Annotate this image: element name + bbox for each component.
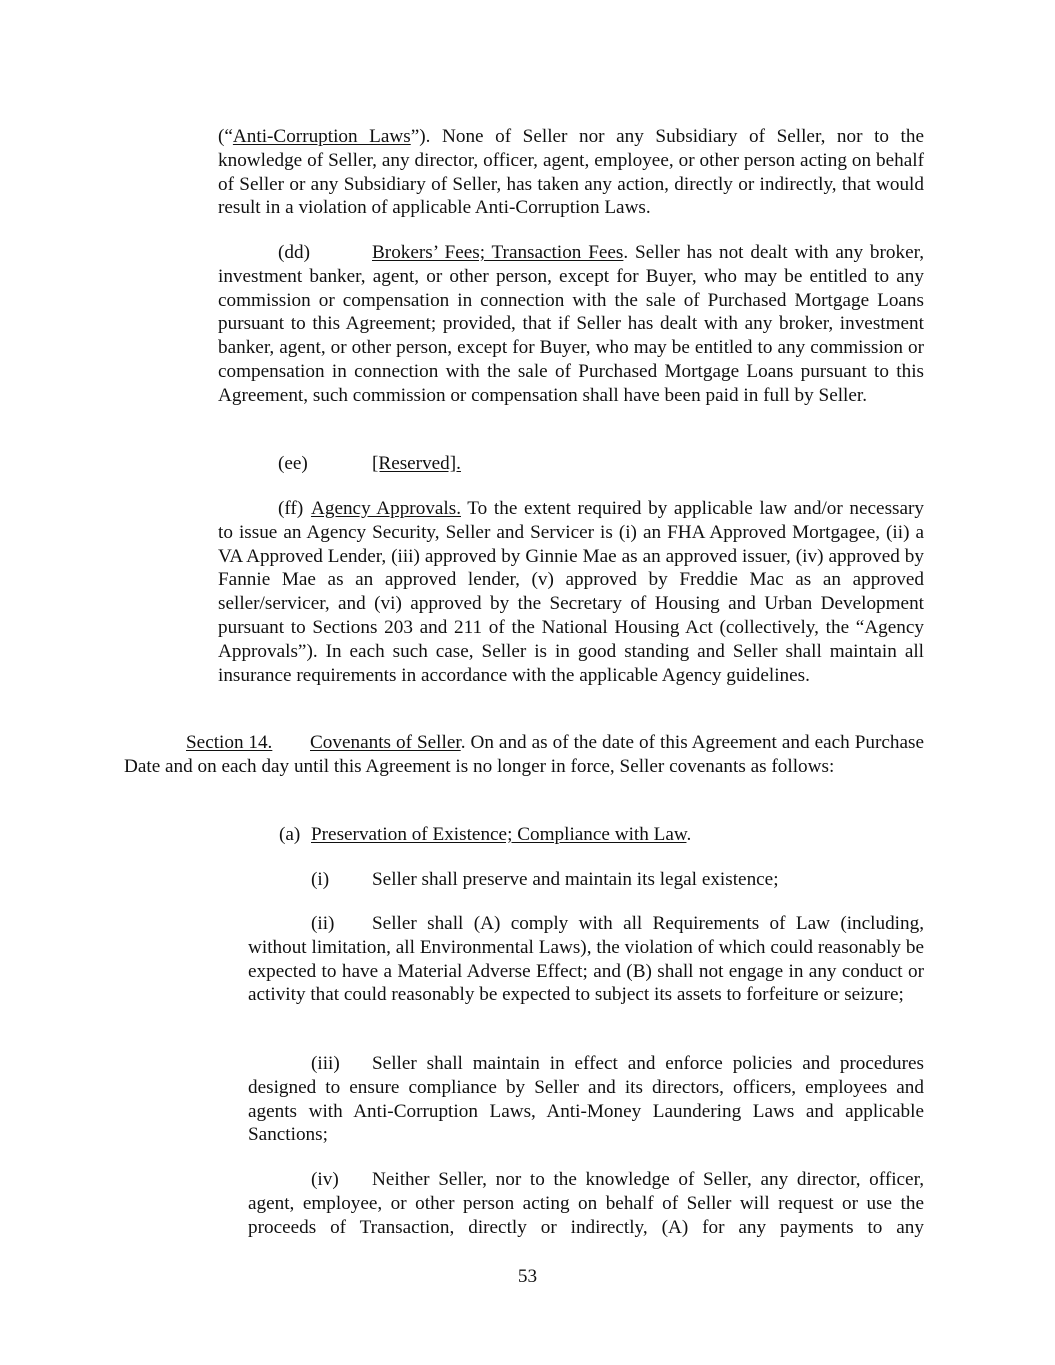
- item-label-i: (i): [311, 869, 330, 890]
- item-label-iv: (iv): [311, 1169, 339, 1190]
- item-label-dd: (dd): [278, 242, 310, 263]
- item-label-iii: (iii): [311, 1053, 340, 1074]
- item-label-ff: (ff): [278, 498, 304, 519]
- paragraph-iv-use-of-proceeds: (iv) Neither Seller, nor to the knowledge of Seller, any director, officer, agent, employee, or other person acting on behalf of Seller will request or use the proceeds of Transaction, directly or indirectly, (A) for any payments to any: [248, 1169, 924, 1238]
- paragraph-dd-brokers-fees: (dd) Brokers’ Fees; Transaction Fees. Seller has not dealt with any broker, investment banker, agent, or other person, except for Buyer, who may be entitled to any commission or compensation in connection with the sale of Purchased Mortgage Loans pursuant to this Agreement; provided, that if Seller has dealt with any broker, investment banker, agent, or other person, except for Buyer, who may be entitled to any commission or compensation in connection with the sale of Purchased Mortgage Loans pursuant to this Agreement, such commission or compensation shall have been paid in full by Seller.: [218, 242, 925, 406]
- item-label-ii: (ii): [311, 913, 335, 934]
- section-label-14: Section 14.: [186, 732, 273, 753]
- heading-reserved: [Reserved].: [372, 453, 461, 474]
- item-label-ee: (ee): [278, 453, 308, 474]
- defined-term-anti-corruption-laws: Anti-Corruption Laws: [232, 126, 411, 147]
- paragraph-ee-reserved: [218, 452, 924, 476]
- section-14-covenants-of-seller: Section 14. Covenants of Seller. On and as of the date of this Agreement and each Purchase Date and on each day until this Agreement is no longer in force, Seller covenants as follows:: [124, 732, 924, 777]
- paragraph-ff-agency-approvals: (ff) Agency Approvals. To the extent required by applicable law and/or necessary to issue an Agency Security, Seller and Servicer is (i) an FHA Approved Mortgagee, (ii) a VA Approved Lender, (iii) approved by Ginnie Mae as an approved issuer, (iv) approved by Fannie Mae as an approved lender, (v) approved by Freddie Mac as an approved seller/servicer, and (vi) approved by the Secretary of Housing and Urban Development pursuant to Sections 203 and 211 of the National Housing Act (collectively, the “Agency Approvals”). In each such case, Seller is in good standing and Seller shall maintain all insurance requirements in accordance with the applicable Agency guidelines.: [218, 498, 925, 686]
- paragraph-iii-policies-procedures: (iii) Seller shall maintain in effect and enforce policies and procedures designed to ensure compliance by Seller and its directors, officers, employees and agents with Anti-Corruption Laws, Anti-Money Laundering Laws and applicable Sanctions;: [248, 1053, 924, 1146]
- paragraph-a-preservation: (a) Preservation of Existence; Compliance with Law.: [279, 824, 692, 845]
- heading-brokers-fees: Brokers’ Fees; Transaction Fees: [372, 242, 624, 263]
- heading-covenants-of-seller: Covenants of Seller: [310, 732, 461, 753]
- page-number: 53: [517, 1266, 538, 1287]
- item-label-a: (a): [279, 824, 301, 845]
- paragraph-anti-corruption-carryover: (“Anti-Corruption Laws”). None of Seller nor any Subsidiary of Seller, nor to the knowledge of Seller, any director, officer, agent, employee, or other person acting on behalf of Seller or any Subsidiary of Seller, has taken any action, directly or indirectly, that would result in a violation of applicable Anti-Corruption Laws.: [218, 126, 924, 219]
- paragraph-i-legal-existence: (i) Seller shall preserve and maintain its legal existence;: [311, 869, 779, 890]
- paragraph-ii-requirements-of-law: (ii) Seller shall (A) comply with all Requirements of Law (including, without limitation, all Environmental Laws), the violation of which could reasonably be expected to have a Material Adverse Effect; and (B) shall not engage in any conduct or activity that could reasonably be expected to subject its assets to forfeiture or seizure;: [248, 913, 924, 1006]
- heading-agency-approvals: Agency Approvals.: [311, 498, 461, 519]
- heading-preservation-compliance: Preservation of Existence; Compliance with Law: [311, 824, 687, 845]
